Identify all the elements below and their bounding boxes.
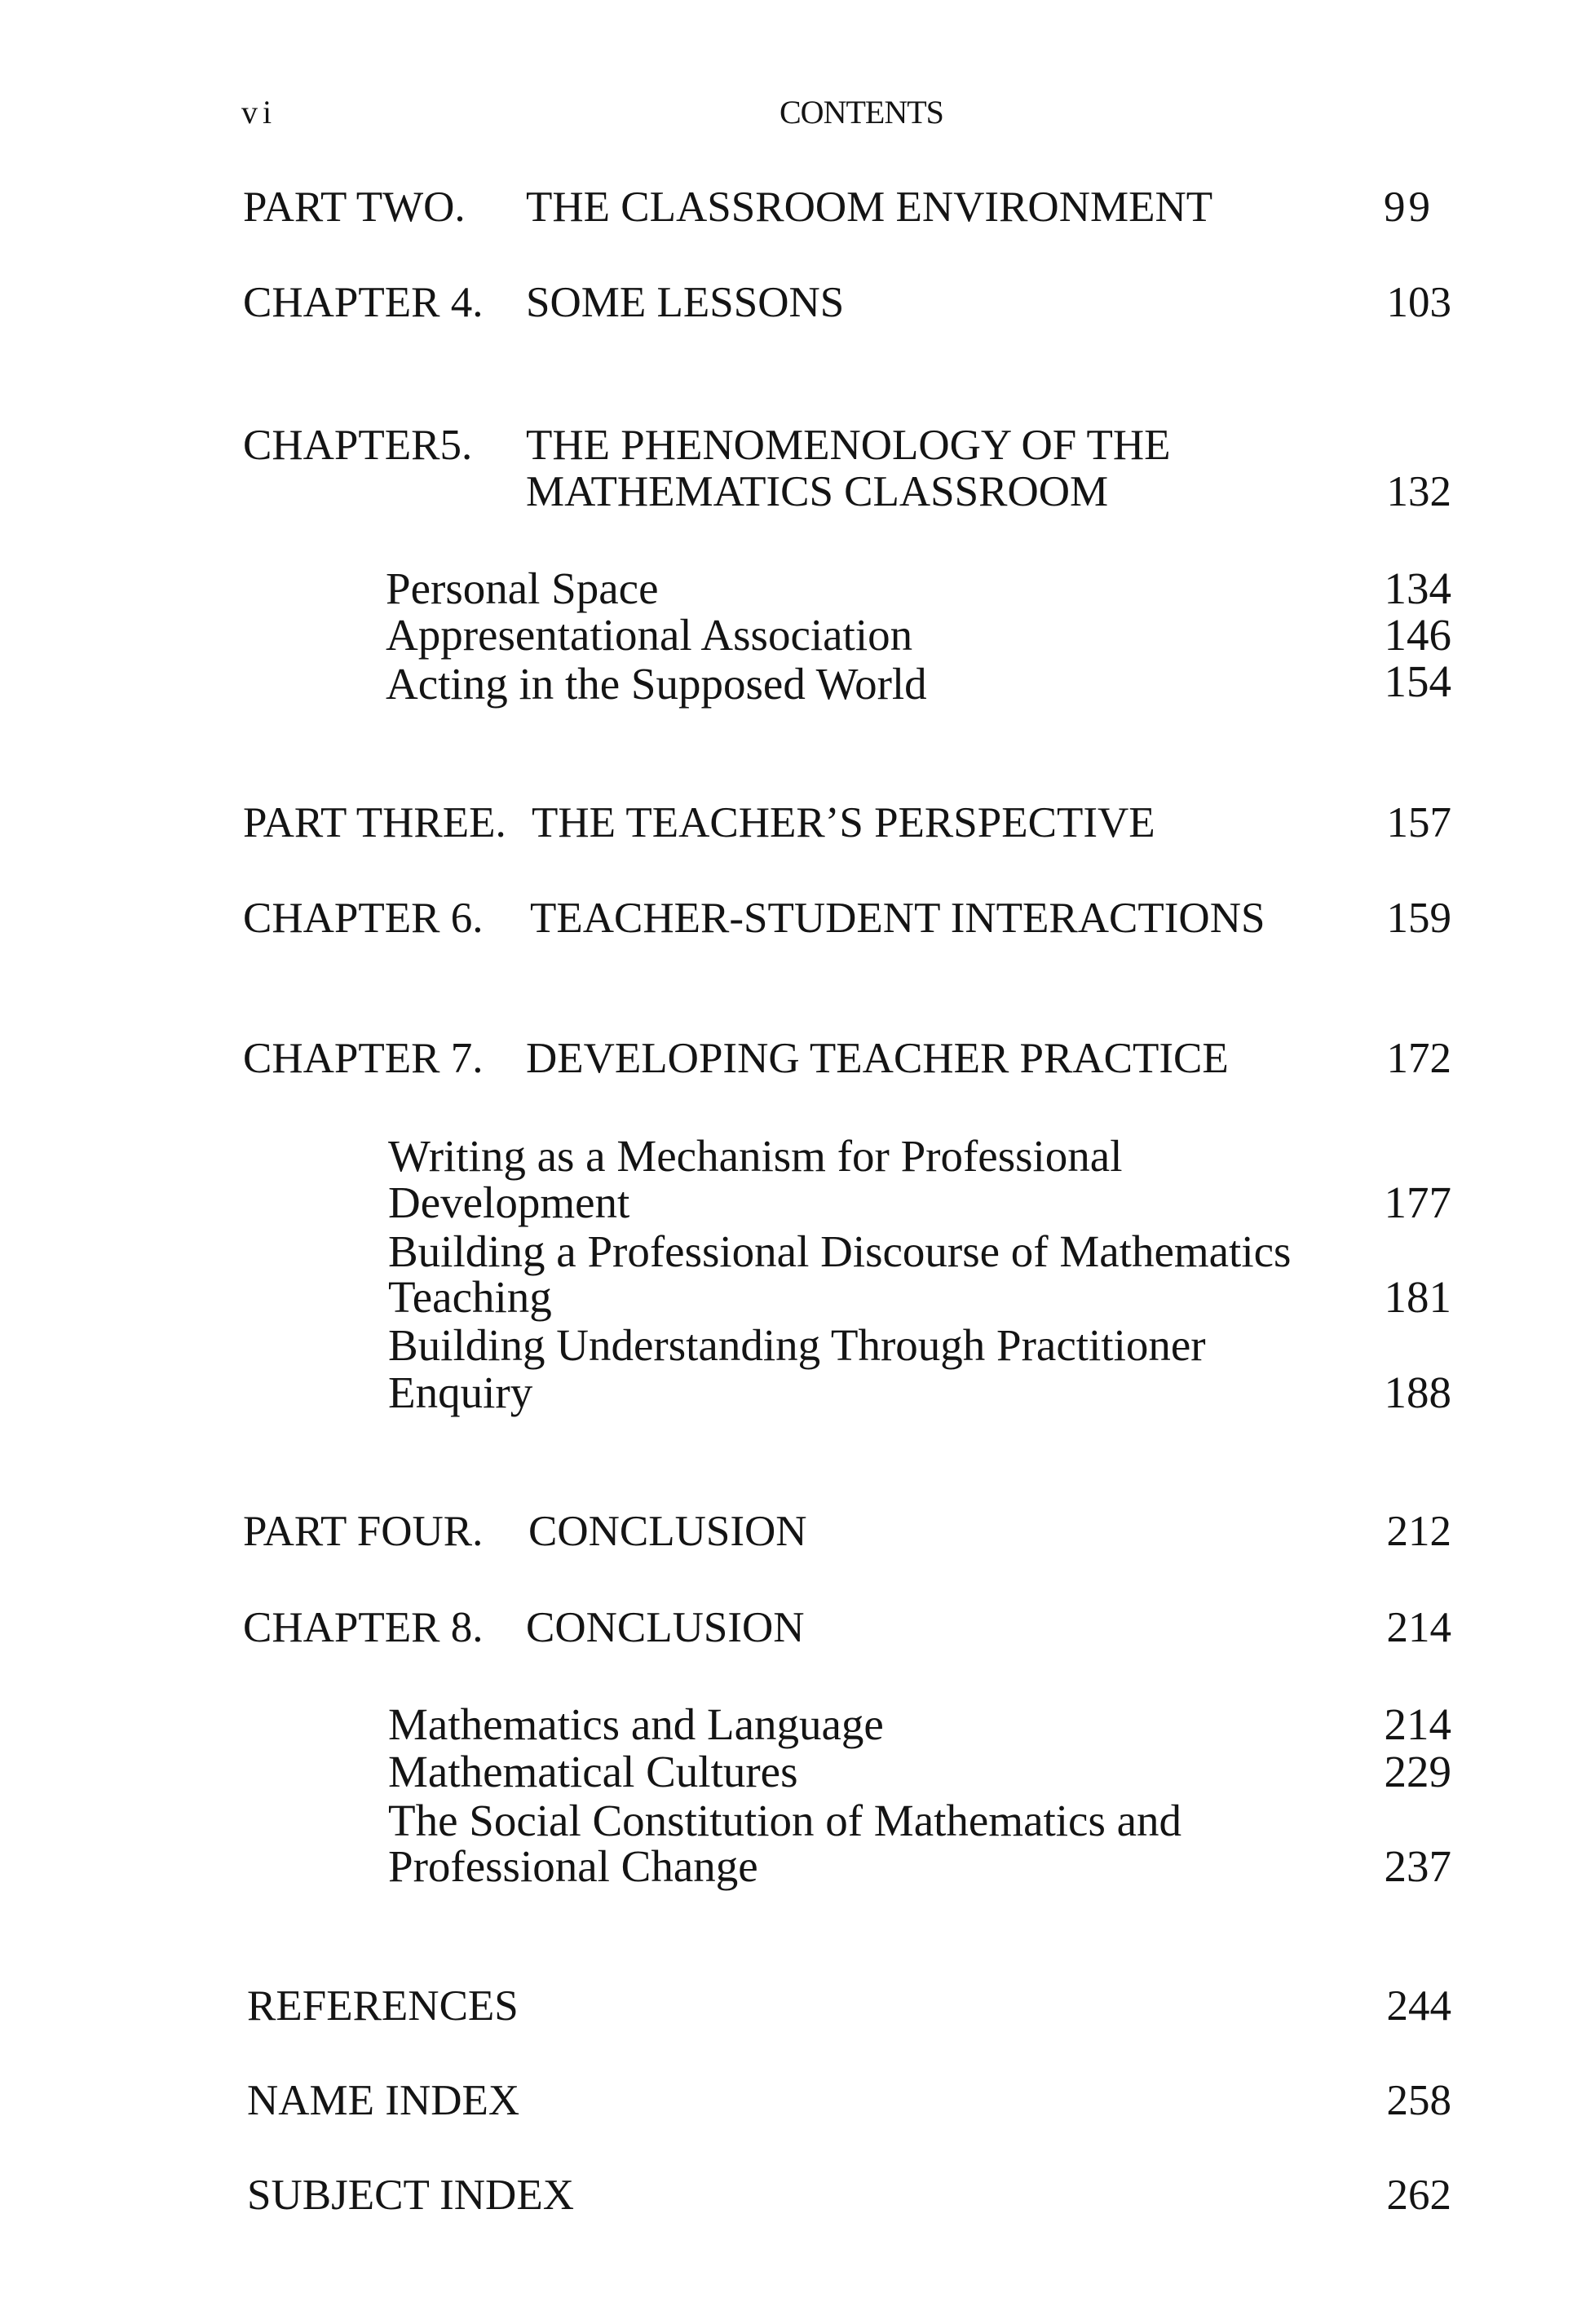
- entry-page: 159: [1386, 895, 1451, 942]
- section-title: Writing as a Mechanism for Professional: [388, 1131, 1123, 1181]
- section-page: 181: [1384, 1272, 1451, 1322]
- entry-label: PART FOUR.: [243, 1508, 484, 1555]
- section-page: 229: [1384, 1747, 1451, 1796]
- entry-page: 212: [1386, 1508, 1451, 1555]
- entry-title: THE PHENOMENOLOGY OF THE: [526, 422, 1171, 469]
- entry-page: 157: [1386, 799, 1451, 846]
- section-title: Personal Space: [386, 563, 659, 613]
- entry-label: SUBJECT INDEX: [247, 2172, 574, 2219]
- entry-page: 214: [1386, 1604, 1451, 1651]
- entry-page: 132: [1386, 468, 1451, 515]
- entry-title: CONCLUSION: [528, 1508, 807, 1555]
- section-title: Building Understanding Through Practitioner: [388, 1320, 1206, 1370]
- running-head: CONTENTS: [780, 94, 943, 130]
- entry-label: PART THREE.: [243, 799, 506, 846]
- section-title: Mathematical Cultures: [388, 1747, 798, 1796]
- section-page: 134: [1384, 563, 1451, 613]
- entry-title: SOME LESSONS: [526, 279, 845, 326]
- entry-label: CHAPTER 4.: [243, 279, 484, 326]
- section-page: 214: [1384, 1699, 1451, 1749]
- entry-page: 99: [1384, 183, 1433, 231]
- section-title: Acting in the Supposed World: [386, 659, 927, 709]
- entry-title: DEVELOPING TEACHER PRACTICE: [526, 1035, 1229, 1082]
- entry-label: PART TWO.: [243, 183, 466, 231]
- entry-label: CHAPTER 6.: [243, 895, 484, 942]
- entry-page: 244: [1386, 1982, 1451, 2030]
- section-title: Development: [388, 1177, 630, 1227]
- section-page: 154: [1384, 656, 1451, 706]
- section-title: Building a Professional Discourse of Mathematics: [388, 1226, 1292, 1276]
- entry-title: TEACHER-STUDENT INTERACTIONS: [530, 895, 1265, 942]
- entry-page: 172: [1386, 1035, 1451, 1082]
- entry-title: THE TEACHER’S PERSPECTIVE: [532, 799, 1155, 846]
- entry-page: 262: [1386, 2172, 1451, 2219]
- section-page: 177: [1384, 1177, 1451, 1227]
- entry-label: CHAPTER 7.: [243, 1035, 484, 1082]
- section-page: 146: [1384, 610, 1451, 660]
- section-title: Teaching: [388, 1272, 552, 1322]
- section-page: 188: [1384, 1367, 1451, 1417]
- entry-label: CHAPTER5.: [243, 422, 473, 469]
- entry-label: REFERENCES: [247, 1982, 519, 2030]
- section-page: 237: [1384, 1841, 1451, 1891]
- page-folio: vi: [241, 94, 277, 130]
- entry-page: 103: [1386, 279, 1451, 326]
- section-title: Appresentational Association: [386, 610, 913, 660]
- entry-page: 258: [1386, 2077, 1451, 2124]
- section-title: Mathematics and Language: [388, 1699, 884, 1749]
- entry-title: CONCLUSION: [526, 1604, 805, 1651]
- section-title: Professional Change: [388, 1841, 758, 1891]
- section-title: Enquiry: [388, 1367, 533, 1417]
- entry-title: THE CLASSROOM ENVIRONMENT: [526, 183, 1213, 231]
- entry-title: MATHEMATICS CLASSROOM: [526, 468, 1109, 515]
- section-title: The Social Constitution of Mathematics and: [388, 1796, 1182, 1845]
- entry-label: NAME INDEX: [247, 2077, 520, 2124]
- entry-label: CHAPTER 8.: [243, 1604, 484, 1651]
